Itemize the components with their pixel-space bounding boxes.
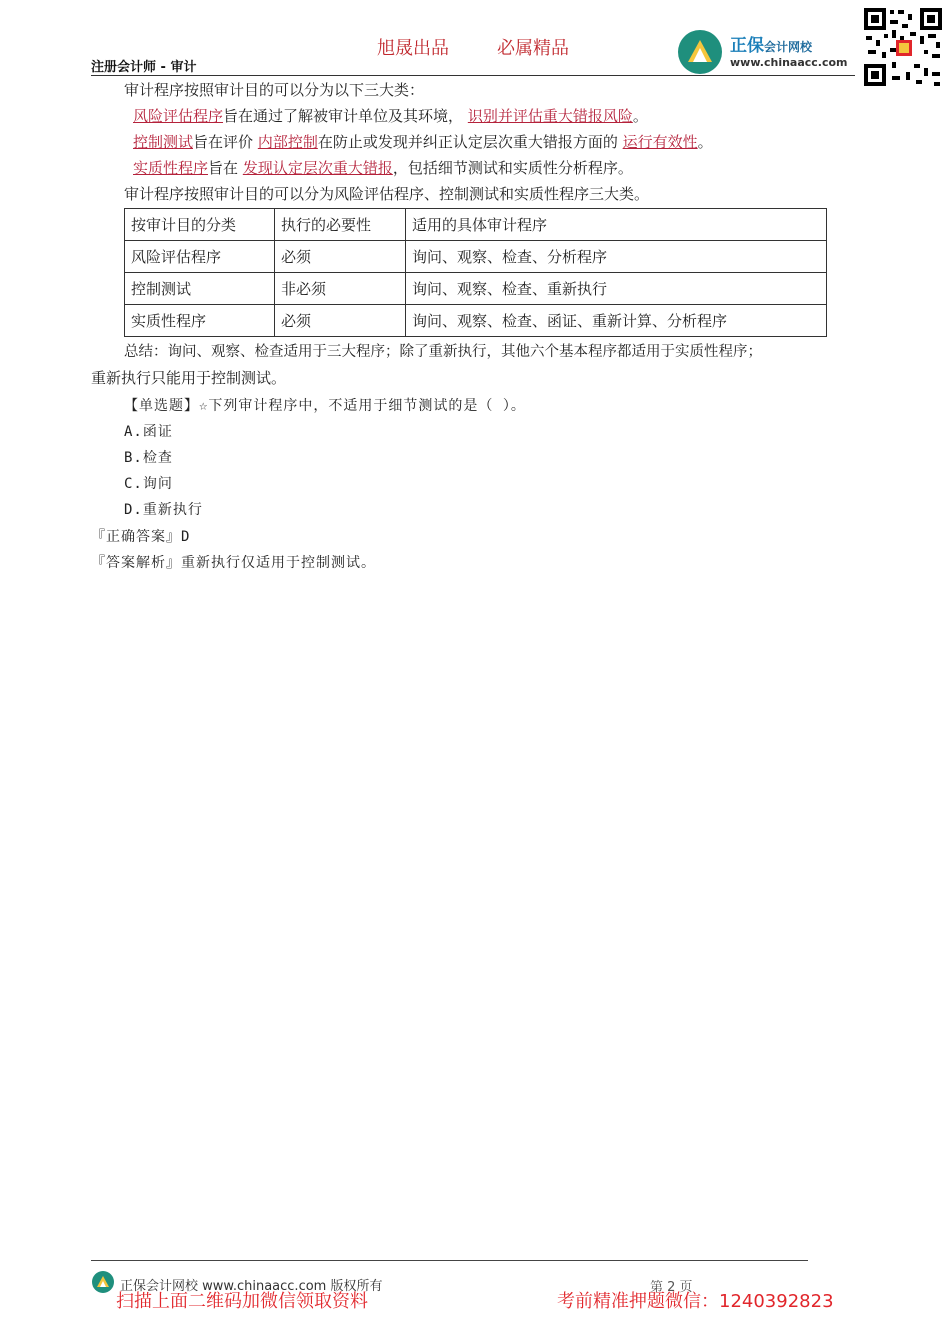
table-cell: 询问、观察、检查、分析程序 <box>406 241 827 273</box>
text-segment: 在防止或发现并纠正认定层次重大错报方面的 <box>317 133 618 151</box>
logo-brand <box>730 31 812 56</box>
option-c: C.询问 <box>124 476 173 492</box>
chinaacc-logo <box>678 28 858 76</box>
table-cell: 控制测试 <box>125 273 275 305</box>
header-slogan-right: 必属精品 <box>497 38 569 59</box>
table-cell: 询问、观察、检查、重新执行 <box>406 273 827 305</box>
conclusion-line-2: 重新执行只能用于控制测试。 <box>91 369 287 387</box>
table-cell: 非必须 <box>275 273 406 305</box>
table-row <box>125 273 827 305</box>
logo-emblem-icon <box>678 30 722 74</box>
table-row <box>125 241 827 273</box>
highlight-detect-misstatement: 发现认定层次重大错报 <box>242 159 393 177</box>
page-number: 第 2 页 <box>650 1280 693 1295</box>
option-d: D.重新执行 <box>124 502 203 518</box>
conclusion-line-1: 总结：询问、观察、检查适用于三大程序；除了重新执行，其他六个基本程序都适用于实质性程序； <box>124 344 762 360</box>
table-cell: 询问、观察、检查、函证、重新计算、分析程序 <box>406 305 827 337</box>
control-test-line <box>133 132 713 152</box>
logo-brand-main: 正保 <box>730 36 764 56</box>
term-risk-assessment: 风险评估程序 <box>133 107 224 125</box>
header-subject: 注册会计师 - 审计 <box>91 60 197 75</box>
substantive-line <box>133 158 633 178</box>
footer-rule <box>91 1260 808 1261</box>
risk-assessment-line <box>133 106 648 126</box>
highlight-internal-control: 内部控制 <box>257 133 318 151</box>
table-row <box>125 305 827 337</box>
correct-answer: 『正确答案』D <box>91 529 191 545</box>
qr-code-icon <box>862 6 944 88</box>
footer-promo-right: 考前精准押题微信：1240392823 <box>557 1291 834 1312</box>
option-b: B.检查 <box>124 450 173 466</box>
term-control-test: 控制测试 <box>133 133 194 151</box>
option-a: A.函证 <box>124 424 173 440</box>
highlight-effectiveness: 运行有效性 <box>622 133 698 151</box>
text-segment: 旨在通过了解被审计单位及其环境， <box>223 107 464 125</box>
summary-intro-line: 审计程序按照审计目的可以分为风险评估程序、控制测试和实质性程序三大类。 <box>124 185 650 203</box>
intro-line: 审计程序按照审计目的可以分为以下三大类： <box>124 81 425 99</box>
text-segment: 。 <box>632 107 648 125</box>
table-cell: 必须 <box>275 241 406 273</box>
table-header-row <box>125 209 827 241</box>
table-header-cell: 执行的必要性 <box>275 209 406 241</box>
text-segment: 旨在评价 <box>193 133 254 151</box>
text-segment: 旨在 <box>208 159 239 177</box>
table-cell: 风险评估程序 <box>125 241 275 273</box>
question-stem: 【单选题】☆下列审计程序中，不适用于细节测试的是（ ）。 <box>124 398 526 414</box>
footer-promo-left: 扫描上面二维码加微信领取资料 <box>116 1291 368 1312</box>
highlight-identify-risk: 识别并评估重大错报风险 <box>467 107 633 125</box>
text-segment: ，包括细节测试和实质性分析程序。 <box>392 159 633 177</box>
footer-logo-icon <box>91 1270 115 1294</box>
table-cell: 必须 <box>275 305 406 337</box>
answer-analysis: 『答案解析』重新执行仅适用于控制测试。 <box>91 555 376 571</box>
procedure-table <box>124 208 827 337</box>
logo-brand-sub: 会计网校 <box>764 40 813 54</box>
header-slogan-left: 旭晟出品 <box>377 38 449 59</box>
footer-copyright: 正保会计网校 www.chinaacc.com 版权所有 <box>120 1279 383 1294</box>
logo-url: www.chinaacc.com <box>730 56 848 69</box>
table-header-cell: 按审计目的分类 <box>125 209 275 241</box>
table-cell: 实质性程序 <box>125 305 275 337</box>
text-segment: 。 <box>697 133 713 151</box>
term-substantive: 实质性程序 <box>133 159 209 177</box>
table-header-cell: 适用的具体审计程序 <box>406 209 827 241</box>
